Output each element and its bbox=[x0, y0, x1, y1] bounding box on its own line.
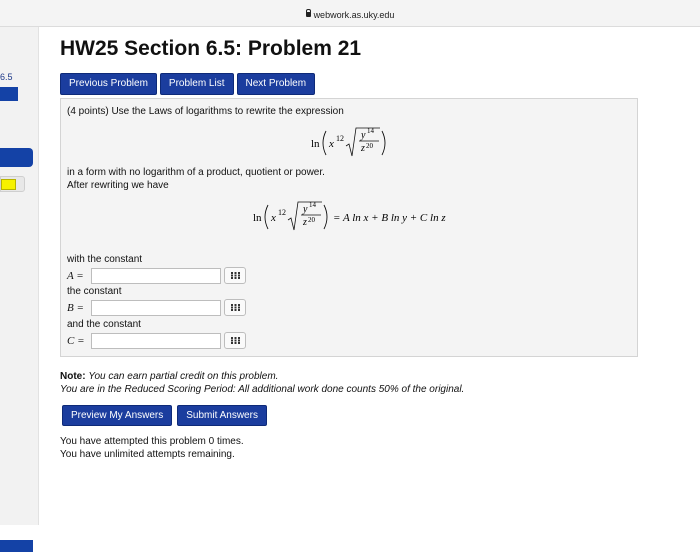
attempts-count: You have attempted this problem 0 times. bbox=[60, 436, 244, 447]
constant-a-prompt: with the constant bbox=[67, 254, 143, 265]
page-title: HW25 Section 6.5: Problem 21 bbox=[60, 37, 362, 60]
sidebar-link-block[interactable] bbox=[0, 87, 18, 101]
expression-display bbox=[309, 125, 389, 161]
constant-c-label: C = bbox=[67, 334, 85, 347]
equation-editor-b-button[interactable] bbox=[224, 299, 246, 316]
sidebar-toggle[interactable] bbox=[0, 176, 25, 192]
right-paren bbox=[382, 131, 385, 155]
grid-icon bbox=[231, 304, 240, 311]
answer-actions bbox=[62, 405, 267, 426]
note-partial-credit: You can earn partial credit on this problem. bbox=[88, 371, 279, 382]
ln-text: ln bbox=[311, 138, 320, 150]
answer-row-c bbox=[67, 332, 246, 349]
ln-text-2: ln bbox=[253, 212, 262, 224]
note-label: Note: bbox=[60, 371, 86, 382]
x-var-2: x bbox=[271, 212, 276, 224]
equation-editor-a-button[interactable] bbox=[224, 267, 246, 284]
z-exponent-2: 20 bbox=[308, 216, 315, 224]
preview-answers-button[interactable]: Preview My Answers bbox=[62, 405, 172, 426]
y-var: y bbox=[361, 130, 366, 141]
sidebar-indicator bbox=[1, 179, 16, 190]
y-var-2: y bbox=[303, 204, 308, 215]
answer-a-input[interactable] bbox=[91, 268, 221, 284]
equation-rhs: = A ln x + B ln y + C ln z bbox=[333, 212, 446, 224]
next-problem-button[interactable]: Next Problem bbox=[237, 73, 316, 95]
constant-b-prompt: the constant bbox=[67, 286, 122, 297]
constant-a-label: A = bbox=[67, 269, 84, 282]
problem-instruction-1: in a form with no logarithm of a product, quotient or power. bbox=[67, 167, 325, 178]
sidebar-active-item[interactable] bbox=[0, 148, 33, 167]
attempts-info bbox=[60, 435, 244, 461]
x-exponent-2: 12 bbox=[278, 208, 286, 217]
answer-row-b bbox=[67, 299, 246, 316]
grid-icon bbox=[231, 272, 240, 279]
y-exponent: 14 bbox=[367, 127, 374, 135]
attempts-remaining: You have unlimited attempts remaining. bbox=[60, 449, 235, 460]
sidebar-section-label[interactable]: 6.5 bbox=[0, 72, 13, 82]
previous-problem-button[interactable]: Previous Problem bbox=[60, 73, 157, 95]
answer-c-input[interactable] bbox=[91, 333, 221, 349]
note-section bbox=[60, 370, 464, 396]
equation-editor-c-button[interactable] bbox=[224, 332, 246, 349]
problem-box bbox=[60, 98, 638, 357]
problem-intro: (4 points) Use the Laws of logarithms to rewrite the expression bbox=[67, 106, 344, 117]
note-reduced-scoring: You are in the Reduced Scoring Period: All additional work done counts 50% of the original. bbox=[60, 384, 465, 395]
lock-icon bbox=[306, 12, 311, 17]
right-paren-2 bbox=[324, 205, 327, 229]
answer-b-input[interactable] bbox=[91, 300, 221, 316]
constant-b-label: B = bbox=[67, 301, 84, 314]
z-var: z bbox=[361, 143, 365, 154]
answer-row-a bbox=[67, 267, 246, 284]
url-text: webwork.as.uky.edu bbox=[313, 10, 395, 20]
z-var-2: z bbox=[303, 217, 307, 228]
problem-list-button[interactable]: Problem List bbox=[160, 73, 234, 95]
problem-instruction-2: After rewriting we have bbox=[67, 180, 169, 191]
submit-answers-button[interactable]: Submit Answers bbox=[177, 405, 267, 426]
sidebar-bottom-item[interactable] bbox=[0, 540, 33, 552]
sidebar bbox=[0, 27, 39, 525]
z-exponent: 20 bbox=[366, 142, 373, 150]
equation-display bbox=[251, 199, 471, 235]
x-var: x bbox=[329, 138, 334, 150]
left-paren bbox=[323, 131, 326, 155]
x-exponent: 12 bbox=[336, 134, 344, 143]
grid-icon bbox=[231, 337, 240, 344]
constant-c-prompt: and the constant bbox=[67, 319, 141, 330]
y-exponent-2: 14 bbox=[309, 201, 316, 209]
browser-address-bar[interactable] bbox=[0, 0, 700, 27]
left-paren-2 bbox=[265, 205, 268, 229]
problem-nav bbox=[60, 73, 315, 95]
